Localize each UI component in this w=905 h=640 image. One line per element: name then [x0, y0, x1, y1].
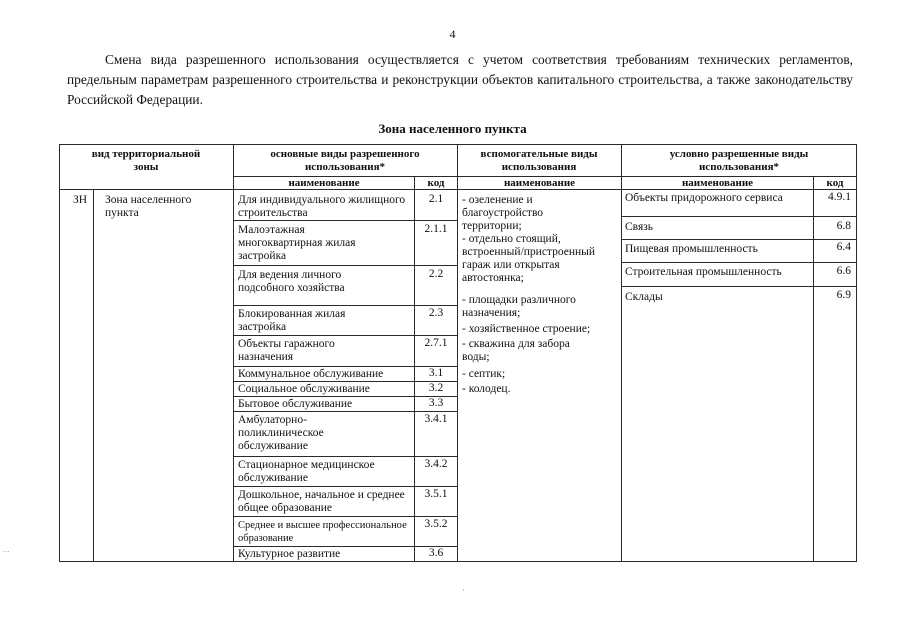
- header-main-name: наименование: [288, 177, 360, 189]
- conditional-row-line: [621, 216, 857, 217]
- main-use-code: 3.3: [428, 397, 444, 409]
- margin-scan-mark: ⋮: [2, 548, 10, 555]
- header-main-uses: основные виды разрешенного использования*: [270, 148, 420, 173]
- main-use-code: 3.5.2: [424, 518, 448, 530]
- main-use-name: Блокированная жилая застройка: [238, 308, 346, 333]
- conditional-row-line: [621, 239, 857, 240]
- conditional-use-name: Склады: [625, 291, 663, 303]
- main-use-name: Дошкольное, начальное и среднее общее образование: [238, 489, 405, 514]
- conditional-use-code: 6.4: [836, 241, 851, 253]
- conditional-row-line: [621, 286, 857, 287]
- table-border-right: [856, 144, 857, 562]
- main-use-code: 3.4.1: [424, 413, 448, 425]
- main-use-name: Среднее и высшее профессиональное образование: [238, 520, 407, 544]
- land-use-table: [59, 144, 857, 562]
- col-divider-conditional-code: [813, 176, 814, 562]
- header-main-code: код: [427, 177, 445, 189]
- intro-paragraph: Смена вида разрешенного использования осуществляется с учетом соответствия требованиям технических регламентов, предельным параметрам разрешенного строительства и реконструкции объектов капитального строительства, а также законодательству Российской Федерации.: [67, 52, 853, 107]
- main-use-code: 3.2: [428, 382, 444, 394]
- aux-use-item: - отдельно стоящий, встроенный/пристроенный гараж или открытая автостоянка;: [462, 233, 596, 284]
- aux-use-item: - септик;: [462, 368, 506, 380]
- main-use-name: Культурное развитие: [238, 548, 341, 560]
- main-use-code: 2.1: [428, 193, 444, 205]
- conditional-use-name: Пищевая промышленность: [625, 243, 758, 255]
- conditional-use-code: 6.9: [836, 289, 851, 301]
- conditional-row-line: [621, 262, 857, 263]
- main-use-code: 3.6: [428, 547, 444, 559]
- main-use-code: 2.2: [428, 268, 444, 280]
- main-row-line: [233, 456, 457, 457]
- header-aux-uses: вспомогательные виды использования: [480, 148, 598, 173]
- main-use-code: 3.1: [428, 367, 444, 379]
- header-conditional-uses: условно разрешенные виды использования*: [669, 148, 809, 173]
- conditional-use-code: 6.8: [836, 220, 851, 232]
- header-zone-type: вид территориальной зоны: [91, 148, 201, 173]
- conditional-use-code: 4.9.1: [828, 191, 851, 203]
- main-row-line: [233, 265, 457, 266]
- main-row-line: [233, 220, 457, 221]
- main-use-name: Для индивидуального жилищного строительства: [238, 194, 406, 219]
- table-border-left: [59, 144, 60, 562]
- main-use-code: 2.7.1: [424, 337, 448, 349]
- main-row-line: [233, 335, 457, 336]
- main-use-name: Коммунальное обслуживание: [238, 368, 384, 380]
- header-conditional-code: код: [826, 177, 844, 189]
- header-conditional-name: наименование: [681, 177, 754, 189]
- main-row-line: [233, 411, 457, 412]
- main-use-name: Стационарное медицинское обслуживание: [238, 459, 375, 484]
- table-border-top: [59, 144, 857, 145]
- conditional-use-code: 6.6: [836, 265, 851, 277]
- main-use-name: Бытовое обслуживание: [238, 398, 353, 410]
- zone-code: ЗН: [73, 194, 88, 206]
- page-number: 4: [449, 27, 456, 41]
- table-border-bottom: [59, 561, 857, 562]
- scan-speck: ·: [462, 586, 465, 595]
- main-use-name: Для ведения личного подсобного хозяйства: [238, 269, 345, 294]
- conditional-use-name: Связь: [625, 221, 654, 233]
- col-divider-aux: [457, 144, 458, 562]
- col-divider-zone-code: [93, 190, 94, 562]
- aux-use-item: - скважина для забора воды;: [462, 338, 570, 363]
- main-use-name: Амбулаторно-поликлиническое обслуживание: [238, 414, 324, 452]
- conditional-use-name: Строительная промышленность: [625, 266, 782, 278]
- main-use-code: 2.3: [428, 307, 444, 319]
- main-use-name: Объекты гаражного назначения: [238, 338, 335, 363]
- main-use-name: Малоэтажная многоквартирная жилая застройка: [238, 224, 356, 262]
- zone-name: Зона населенного пункта: [105, 194, 192, 219]
- main-row-line: [233, 486, 457, 487]
- col-divider-conditional: [621, 144, 622, 562]
- aux-use-item: - хозяйственное строение;: [462, 323, 591, 335]
- main-use-code: 3.4.2: [424, 458, 448, 470]
- aux-use-item: - площадки различного назначения;: [462, 294, 576, 319]
- zone-title: Зона населенного пункта: [378, 121, 527, 136]
- main-row-line: [233, 516, 457, 517]
- col-divider-main: [233, 144, 234, 562]
- aux-use-item: - озеленение и благоустройство территории;: [462, 194, 544, 232]
- main-use-code: 2.1.1: [424, 223, 448, 235]
- conditional-use-name: Объекты придорожного сервиса: [625, 192, 783, 204]
- header-aux-name: наименование: [503, 177, 576, 189]
- aux-use-item: - колодец.: [462, 383, 511, 395]
- main-use-code: 3.5.1: [424, 488, 448, 500]
- main-use-name: Социальное обслуживание: [238, 383, 370, 395]
- main-row-line: [233, 305, 457, 306]
